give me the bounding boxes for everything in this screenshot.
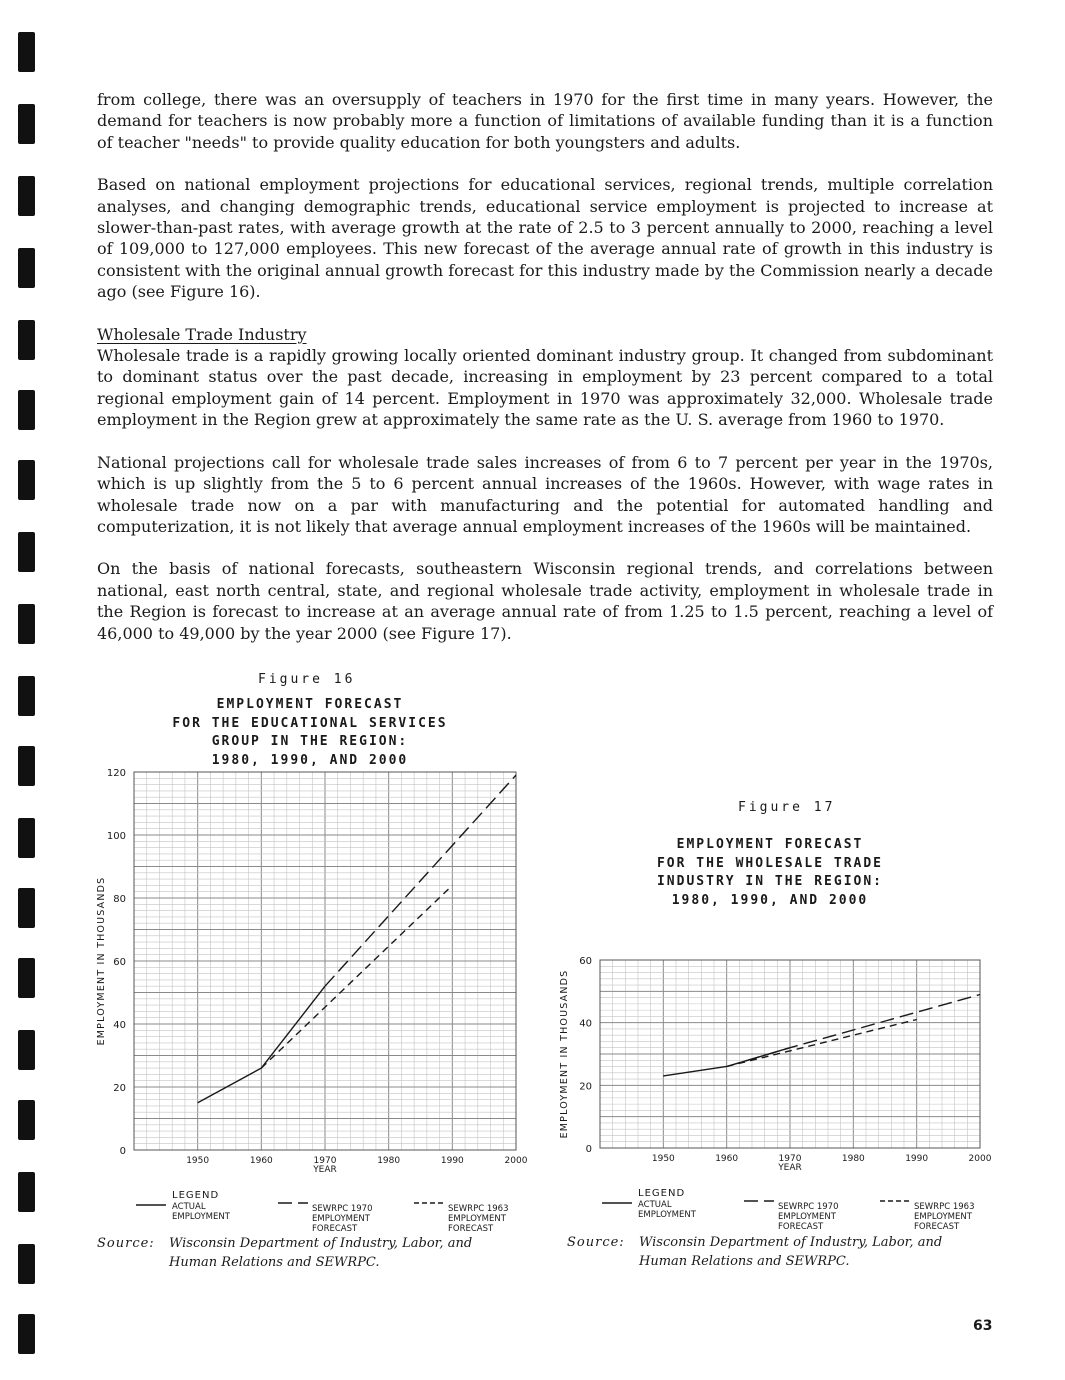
- y-tick-label: 40: [579, 1018, 592, 1030]
- x-tick-label: 1960: [715, 1154, 739, 1164]
- legend-label-sewrpc-1963: SEWRPC 1963: [914, 1202, 975, 1212]
- x-tick-label: 1970: [778, 1154, 802, 1164]
- legend-label-sewrpc-1963: EMPLOYMENT: [914, 1212, 972, 1222]
- x-tick-label: 1990: [905, 1154, 929, 1164]
- legend-label-sewrpc-1963: EMPLOYMENT: [448, 1214, 506, 1224]
- figure-17-title-line: FOR THE WHOLESALE TRADE: [656, 855, 883, 871]
- legend-title: LEGEND: [172, 1190, 220, 1201]
- y-tick-label: 40: [113, 1020, 126, 1031]
- legend-label-sewrpc-1970: EMPLOYMENT: [312, 1214, 370, 1224]
- x-tick-label: 1980: [841, 1154, 865, 1164]
- x-tick-label: 1960: [249, 1156, 273, 1166]
- x-axis-label: YEAR: [778, 1163, 802, 1173]
- legend-label-sewrpc-1970: SEWRPC 1970: [312, 1204, 373, 1214]
- legend-label-sewrpc-1970: EMPLOYMENT: [778, 1212, 836, 1222]
- legend-label-sewrpc-1970: FORECAST: [778, 1222, 824, 1232]
- y-tick-label: 80: [113, 894, 126, 905]
- figure-16-source-text-2: Human Relations and SEWRPC.: [169, 1255, 380, 1270]
- paragraph-educational-forecast: Based on national employment projections for educational services, regional trends, multiple correlation analyses, and changing demographic trends, educational service employment is projected to increase at slower-than-past rates, with average growth at the rate of 2.5 to 3 percent annually to 2000, reaching a level of 109,000 to 127,000 employees. This new forecast of the average annual rate of growth in this industry is consistent with the original annual growth forecast for this industry made by the Commission nearly a decade ago (see Figure 16).: [97, 175, 993, 302]
- section-heading-wholesale: Wholesale Trade Industry: [97, 324, 307, 344]
- figure-16-title-line: GROUP IN THE REGION:: [211, 734, 409, 749]
- paragraph-national-projections: National projections call for wholesale trade sales increases of from 6 to 7 percent per year in the 1970s, which is up slightly from the 5 to 6 percent annual increases of the 1960s. However, with wage rates in wholesale trade now on a par with manufacturing and the potential for automated handling and computerization, it is not likely that average annual employment increases of the 1960s will be maintained.: [97, 452, 993, 536]
- y-tick-label: 0: [119, 1146, 126, 1157]
- paragraph-wholesale-forecast: On the basis of national forecasts, southeastern Wisconsin regional trends, and correlations between national, east north central, state, and regional wholesale trade activity, employment in wholesale trade in the Region is forecast to increase at an average annual rate of from 1.25 to 1.5 percent, reaching a level of 46,000 to 49,000 by the year 2000 (see Figure 17).: [97, 559, 993, 643]
- figure-17-source-text-1: Wisconsin Department of Industry, Labor, and: [639, 1235, 943, 1250]
- x-tick-label: 1970: [313, 1156, 337, 1166]
- legend-title: LEGEND: [638, 1188, 686, 1199]
- figure-16-title-line: 1980, 1990, AND 2000: [211, 752, 409, 768]
- figure-16-source-label: Source:: [97, 1236, 155, 1251]
- legend-label-actual: ACTUAL: [172, 1202, 206, 1212]
- paragraph-teachers: from college, there was an oversupply of teachers in 1970 for the first time in many years. However, the demand for teachers is now probably more a function of limitations of available funding than it is a function of teacher "needs" to provide quality education for both youngsters and adults.: [97, 90, 993, 152]
- figure-17-source: [567, 1233, 1007, 1271]
- figure-16-title-line: FOR THE EDUCATIONAL SERVICES: [172, 715, 448, 731]
- legend-label-actual: EMPLOYMENT: [172, 1212, 230, 1222]
- x-axis-label: YEAR: [313, 1165, 337, 1175]
- figure-17-source-label: Source:: [567, 1235, 625, 1250]
- legend-label-actual: ACTUAL: [638, 1200, 672, 1210]
- figure-17-title-line: INDUSTRY IN THE REGION:: [656, 874, 883, 889]
- y-tick-label: 20: [113, 1083, 126, 1094]
- figure-17-source-text-2: Human Relations and SEWRPC.: [639, 1254, 850, 1269]
- x-tick-label: 2000: [968, 1154, 992, 1164]
- legend-label-sewrpc-1963: FORECAST: [914, 1222, 960, 1232]
- y-tick-label: 100: [106, 831, 126, 842]
- y-tick-label: 0: [585, 1144, 592, 1155]
- x-tick-label: 1980: [377, 1156, 401, 1166]
- paragraph-wholesale-growth: Wholesale trade is a rapidly growing locally oriented dominant industry group. It changed from subdominant to dominant status over the past decade, increasing in employment by 23 percent compared to a total regional employment gain of 14 percent. Employment in 1970 was approximately 32,000. Wholesale trade employment in the Region grew at approximately the same rate as the U. S. average from 1960 to 1970.: [97, 346, 993, 430]
- y-tick-label: 20: [579, 1081, 592, 1093]
- page-number: 63: [973, 1318, 993, 1334]
- figure-16-title-line: EMPLOYMENT FORECAST: [216, 697, 404, 712]
- figure-17-title-line: EMPLOYMENT FORECAST: [676, 837, 864, 852]
- series-line: [261, 885, 452, 1068]
- x-tick-label: 1950: [186, 1156, 210, 1166]
- figure-16-source-text-1: Wisconsin Department of Industry, Labor, and: [169, 1236, 473, 1251]
- legend-label-sewrpc-1970: SEWRPC 1970: [778, 1202, 839, 1212]
- x-tick-label: 1950: [651, 1154, 675, 1164]
- legend-label-sewrpc-1963: FORECAST: [448, 1224, 494, 1234]
- legend-label-actual: EMPLOYMENT: [638, 1210, 696, 1220]
- figure-17-label: Figure 17: [738, 800, 836, 815]
- y-tick-label: 120: [106, 768, 126, 779]
- figure-17-title-line: 1980, 1990, AND 2000: [671, 892, 869, 908]
- y-tick-label: 60: [113, 957, 126, 968]
- legend-label-sewrpc-1970: FORECAST: [312, 1224, 358, 1234]
- legend-label-sewrpc-1963: SEWRPC 1963: [448, 1204, 509, 1214]
- y-axis-label: EMPLOYMENT IN THOUSANDS: [559, 969, 570, 1139]
- y-tick-label: 60: [579, 956, 592, 967]
- series-line: [727, 1020, 917, 1067]
- x-tick-label: 2000: [504, 1156, 528, 1166]
- x-tick-label: 1990: [440, 1156, 464, 1166]
- figure-16-source: [97, 1234, 537, 1272]
- y-axis-label: EMPLOYMENT IN THOUSANDS: [96, 876, 107, 1046]
- figure-16-label: Figure 16: [258, 672, 356, 687]
